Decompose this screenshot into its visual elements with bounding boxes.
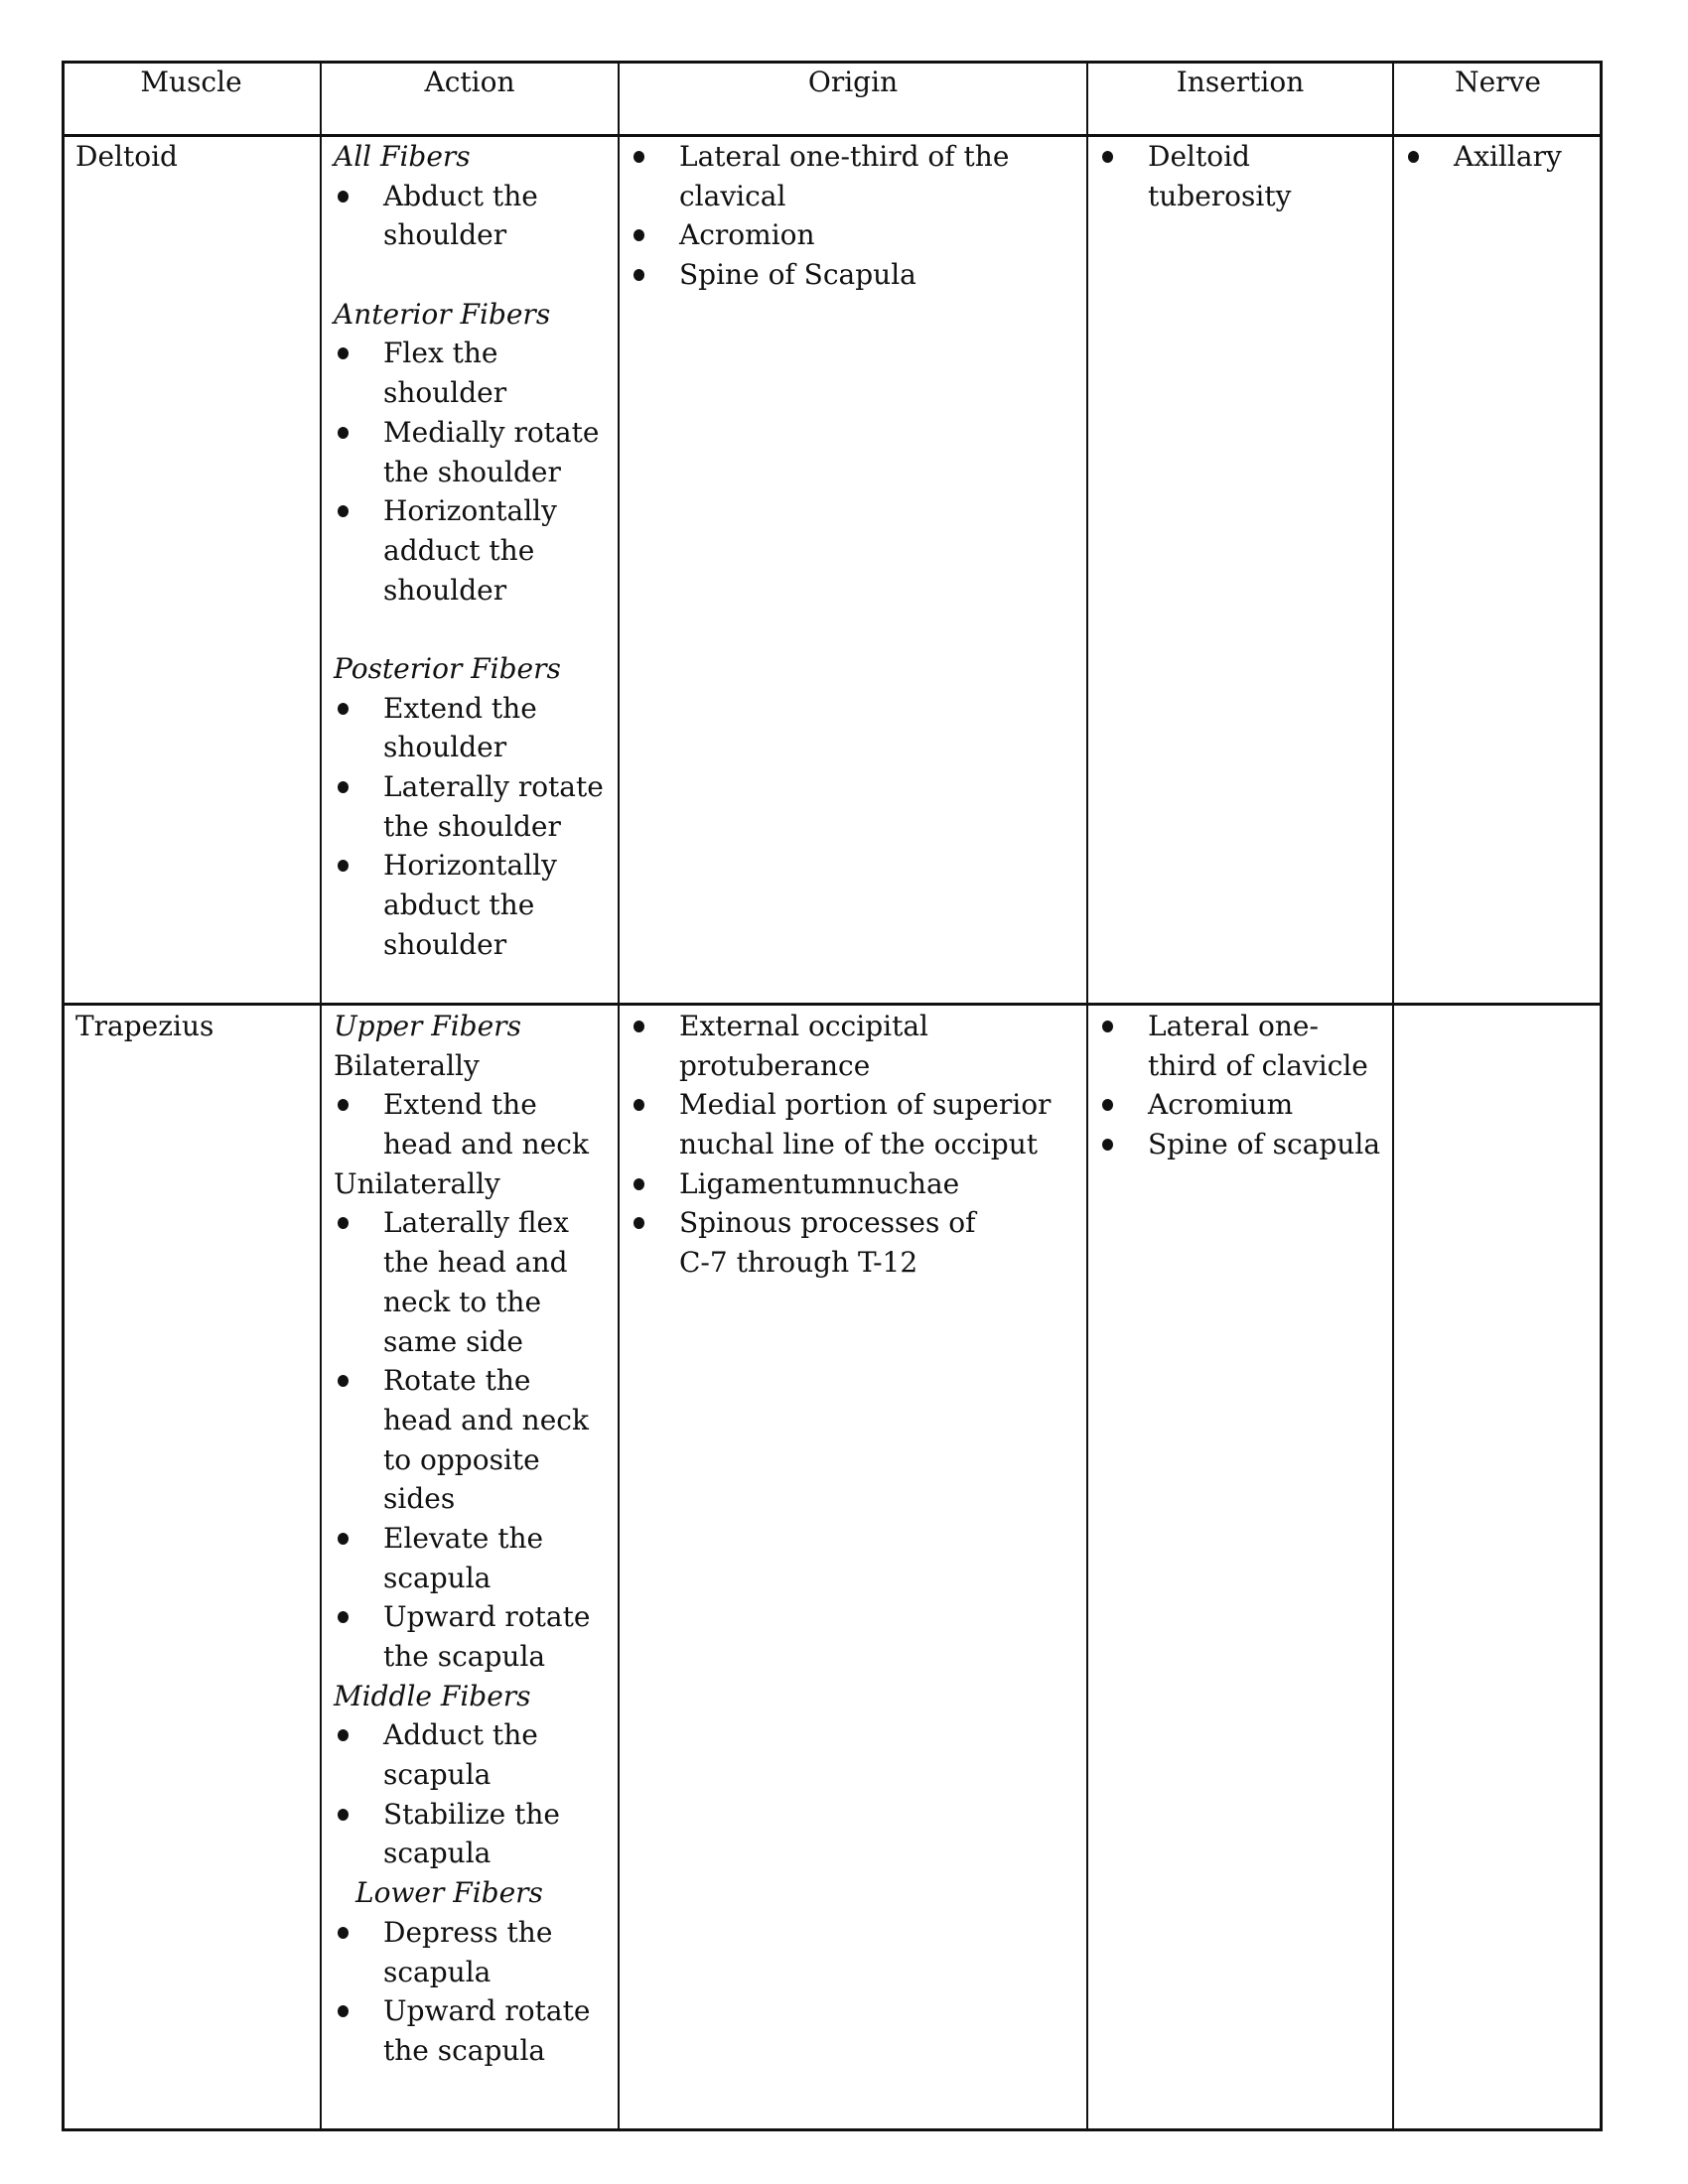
- list-item: [630, 1164, 1086, 1204]
- list-item-text: head and neck: [383, 1128, 589, 1161]
- list-item-text: Medial portion of superior: [679, 1088, 1052, 1122]
- list-item-text: clavical: [679, 179, 786, 212]
- list-item-text: Horizontally: [383, 849, 557, 883]
- muscle-name-deltoid: Deltoid: [75, 140, 178, 173]
- list-item-text: same side: [383, 1324, 523, 1358]
- list-item-text: shoulder: [383, 927, 507, 961]
- list-item-text: Depress the: [383, 1915, 553, 1949]
- list-item: [334, 689, 622, 767]
- list-item-text: Stabilize the: [383, 1797, 560, 1831]
- list-item-text: Adduct the: [383, 1718, 538, 1752]
- column-divider: [1392, 61, 1394, 2131]
- list-item: [334, 1085, 622, 1163]
- list-item-text: scapula: [383, 1837, 492, 1870]
- list-item-text: head and neck: [383, 1403, 589, 1436]
- list-item: [630, 1007, 1086, 1085]
- list-item-text: Extend the: [383, 1088, 537, 1122]
- list-item-text: Upward rotate: [383, 1994, 591, 2028]
- header-muscle: Muscle: [140, 66, 242, 98]
- list-item-text: sides: [383, 1482, 456, 1516]
- trapezius-action-cell: [334, 1007, 622, 2071]
- list-item-text: Deltoid: [1148, 140, 1250, 173]
- list-item-text: Rotate the: [383, 1364, 531, 1398]
- list-item-text: External occipital: [679, 1010, 928, 1042]
- list-item-text: Lateral one-third of the: [679, 140, 1010, 173]
- list-item-text: shoulder: [383, 573, 507, 607]
- list-item-text: Lateral one-: [1148, 1010, 1319, 1042]
- list-item: [334, 1597, 622, 1676]
- list-item: [1098, 1007, 1392, 1085]
- list-item-text: the shoulder: [383, 455, 561, 488]
- list-item: [334, 1913, 622, 1991]
- list-item: [334, 1361, 622, 1519]
- spacer: [334, 610, 622, 649]
- fiber-group-heading: Upper Fibers: [334, 1010, 521, 1042]
- deltoid-action-cell: [334, 137, 622, 964]
- list-item: [334, 413, 622, 491]
- list-item-text: protuberance: [679, 1048, 871, 1082]
- list-item-text: to opposite: [383, 1442, 540, 1476]
- list-item-text: Spinous processes of: [679, 1206, 976, 1240]
- list-item-text: abduct the: [383, 888, 535, 922]
- header-action: Action: [424, 66, 515, 98]
- list-item: [334, 334, 622, 412]
- list-item-text: Upward rotate: [383, 1600, 591, 1634]
- list-item-text: scapula: [383, 1758, 492, 1792]
- list-item-text: neck to the: [383, 1285, 542, 1318]
- list-item-text: nuchal line of the occiput: [679, 1128, 1039, 1161]
- deltoid-nerve-cell: [1404, 137, 1603, 177]
- list-item: [334, 491, 622, 610]
- list-item-text: Horizontally: [383, 494, 557, 528]
- list-item-text: Acromion: [679, 218, 815, 252]
- list-item-text: Laterally rotate: [383, 770, 604, 803]
- list-item: [630, 137, 1086, 215]
- list-item: [1404, 137, 1603, 177]
- list-item: [630, 215, 1086, 255]
- trapezius-origin-cell: [630, 1007, 1086, 1283]
- list-item-text: scapula: [383, 1955, 492, 1988]
- list-item-text: tuberosity: [1148, 179, 1292, 212]
- list-item-text: the head and: [383, 1246, 568, 1280]
- list-item: [334, 767, 622, 846]
- list-item: [630, 255, 1086, 295]
- list-item: [630, 1203, 1086, 1282]
- trapezius-insertion-cell: [1098, 1007, 1392, 1164]
- list-item-text: Abduct the: [383, 179, 538, 212]
- list-item: [334, 1715, 622, 1794]
- header-insertion: Insertion: [1176, 66, 1305, 98]
- list-item-text: Extend the: [383, 691, 537, 725]
- fiber-group-heading: All Fibers: [334, 140, 471, 173]
- list-item: [630, 1085, 1086, 1163]
- column-divider: [320, 61, 322, 2131]
- fiber-group-heading: Middle Fibers: [334, 1679, 531, 1712]
- list-item: [1098, 1085, 1392, 1125]
- list-item-text: Ligamentumnuchae: [679, 1166, 960, 1200]
- list-item-text: C-7 through T-12: [679, 1246, 918, 1280]
- list-item: [334, 1203, 622, 1361]
- list-item-text: shoulder: [383, 376, 507, 410]
- header-nerve: Nerve: [1455, 66, 1541, 98]
- list-item-text: adduct the: [383, 533, 535, 567]
- list-item-text: Elevate the: [383, 1521, 544, 1555]
- deltoid-origin-cell: [630, 137, 1086, 295]
- fiber-group-heading: Posterior Fibers: [334, 651, 561, 685]
- list-item-text: Spine of scapula: [1148, 1128, 1381, 1161]
- list-item-text: the shoulder: [383, 809, 561, 843]
- list-item: [334, 177, 622, 255]
- fiber-group-heading: Anterior Fibers: [334, 297, 551, 331]
- list-item-text: Acromium: [1148, 1088, 1294, 1122]
- list-item-text: scapula: [383, 1561, 492, 1594]
- list-item-text: Medially rotate: [383, 415, 600, 449]
- list-item-text: Flex the: [383, 337, 498, 370]
- row-divider: [62, 1003, 1603, 1006]
- fiber-group-heading: Lower Fibers: [355, 1876, 543, 1910]
- side-label: Unilaterally: [334, 1166, 500, 1200]
- column-divider: [1086, 61, 1088, 2131]
- spacer: [334, 255, 622, 295]
- list-item-text: third of clavicle: [1148, 1048, 1368, 1082]
- muscle-name-trapezius: Trapezius: [75, 1010, 214, 1042]
- list-item: [1098, 137, 1392, 215]
- list-item-text: the scapula: [383, 2033, 546, 2067]
- side-label: Bilaterally: [334, 1048, 480, 1082]
- list-item: [1098, 1125, 1392, 1164]
- list-item: [334, 846, 622, 964]
- list-item: [334, 1795, 622, 1873]
- list-item-text: Spine of Scapula: [679, 258, 916, 292]
- list-item-text: the scapula: [383, 1640, 546, 1673]
- list-item: [334, 1991, 622, 2070]
- list-item-text: shoulder: [383, 731, 507, 764]
- deltoid-insertion-cell: [1098, 137, 1392, 215]
- list-item-text: Axillary: [1454, 140, 1562, 173]
- list-item-text: Laterally flex: [383, 1206, 569, 1240]
- header-origin: Origin: [807, 66, 899, 98]
- list-item-text: shoulder: [383, 218, 507, 252]
- list-item: [334, 1519, 622, 1597]
